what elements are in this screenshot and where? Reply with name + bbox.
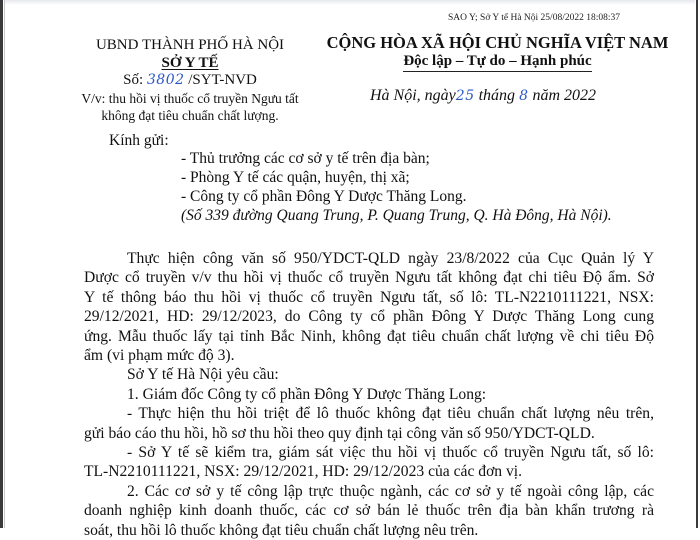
date-year: năm 2022 <box>528 87 597 104</box>
item1-bullet1-line: gửi báo cáo thu hồi, hồ sơ thu hồi theo quy định tại công văn số 950/YDCT-QLD. <box>84 424 595 442</box>
subject-line-1: V/v: thu hồi vị thuốc cổ truyền Ngưu tất <box>81 90 299 106</box>
issuer-header <box>40 37 340 124</box>
salutation: Kính gửi: <box>109 132 169 149</box>
document-body <box>84 249 654 540</box>
document-number <box>40 72 340 90</box>
handwritten-number: 3802 <box>146 72 185 88</box>
para1-line: Dược cổ truyền v/v thu hồi vị thuốc cổ truyền Ngưu tất không đạt chi tiêu Độ ẩm. Sở <box>84 269 654 287</box>
copy-stamp: SAO Y; Sở Y tế Hà Nội 25/08/2022 18:08:37 <box>448 13 620 23</box>
item2-line: soát, thu hồi lô thuốc không đạt tiêu chuẩn chất lượng nêu trên. <box>84 521 479 539</box>
item1-bullet1-line: - Thực hiện thu hồi triệt để lô thuốc không đạt tiêu chuẩn chất lượng nêu trên, <box>127 405 654 423</box>
document-date <box>370 87 670 105</box>
subject-line-2: không đạt tiêu chuẩn chất lượng. <box>101 107 279 123</box>
recipient-address: (Số 339 đường Quang Trung, P. Quang Trung, Q. Hà Đông, Hà Nội). <box>181 207 612 224</box>
para1-line: Thực hiện công văn số 950/YDCT-QLD ngày 23/8/2022 của Cục Quản lý Y <box>127 250 654 267</box>
number-suffix: /SYT-NVD <box>184 72 257 88</box>
issuer-dept: SỞ Y TẾ <box>161 54 219 71</box>
date-prefix: Hà Nội, ngày <box>370 87 456 104</box>
national-motto: Độc lập – Tự do – Hạnh phúc <box>403 52 591 72</box>
recipient-list <box>181 149 612 225</box>
nation-title: CỘNG HÒA XÃ HỘI CHỦ NGHĨA VIỆT NAM <box>326 33 669 52</box>
recipient-item: - Công ty cổ phần Đông Y Dược Thăng Long. <box>181 188 467 205</box>
handwritten-month: 8 <box>519 88 529 104</box>
month-label: tháng <box>474 87 516 104</box>
handwritten-day: 25 <box>455 88 475 104</box>
para1-line: Y tế thông báo thu hồi vị thuốc cổ truyền Ngưu tất, số lô: TL-N2210111221, NSX: <box>84 288 654 306</box>
para1-line: 29/12/2021, HD: 29/12/2023, do Công ty cổ phần Đông Y Dược Thăng Long cung <box>84 308 654 326</box>
issuer-org: UBND THÀNH PHỐ HÀ NỘI <box>95 37 285 53</box>
item2-line: doanh nghiệp kinh doanh thuốc, các cơ sở bán lẻ thuốc trên địa bàn khẩn trương rà <box>84 502 654 520</box>
number-prefix: Số: <box>123 72 144 88</box>
recipient-item: - Phòng Y tế các quận, huyện, thị xã; <box>181 169 410 186</box>
item1-bullet2-line: - Sở Y tế sẽ kiểm tra, giám sát việc thu hồi vị thuốc cổ truyền Ngưu tất, số lô: <box>127 444 654 462</box>
item1-bullet2-line: TL-N2210111221, NSX: 29/12/2021, HD: 29/12/2023 của các đơn vị. <box>84 463 523 481</box>
item2-line: 2. Các cơ sở y tế công lập trực thuộc ngành, các cơ sở y tế ngoài công lập, các <box>127 482 654 500</box>
national-header <box>325 33 670 72</box>
recipient-item: - Thủ trưởng các cơ sở y tế trên địa bàn; <box>181 150 430 167</box>
para1-line: ứng. Mẫu thuốc lấy tại tỉnh Bắc Ninh, không đạt tiêu chuẩn chất lượng về chi tiêu Độ <box>84 327 654 345</box>
request-intro: Sở Y tế Hà Nội yêu cầu: <box>127 366 279 384</box>
para1-line: ẩm (vi phạm mức độ 3). <box>84 347 235 365</box>
item1-title: 1. Giám đốc Công ty cổ phần Đông Y Dược Thăng Long: <box>127 385 487 403</box>
